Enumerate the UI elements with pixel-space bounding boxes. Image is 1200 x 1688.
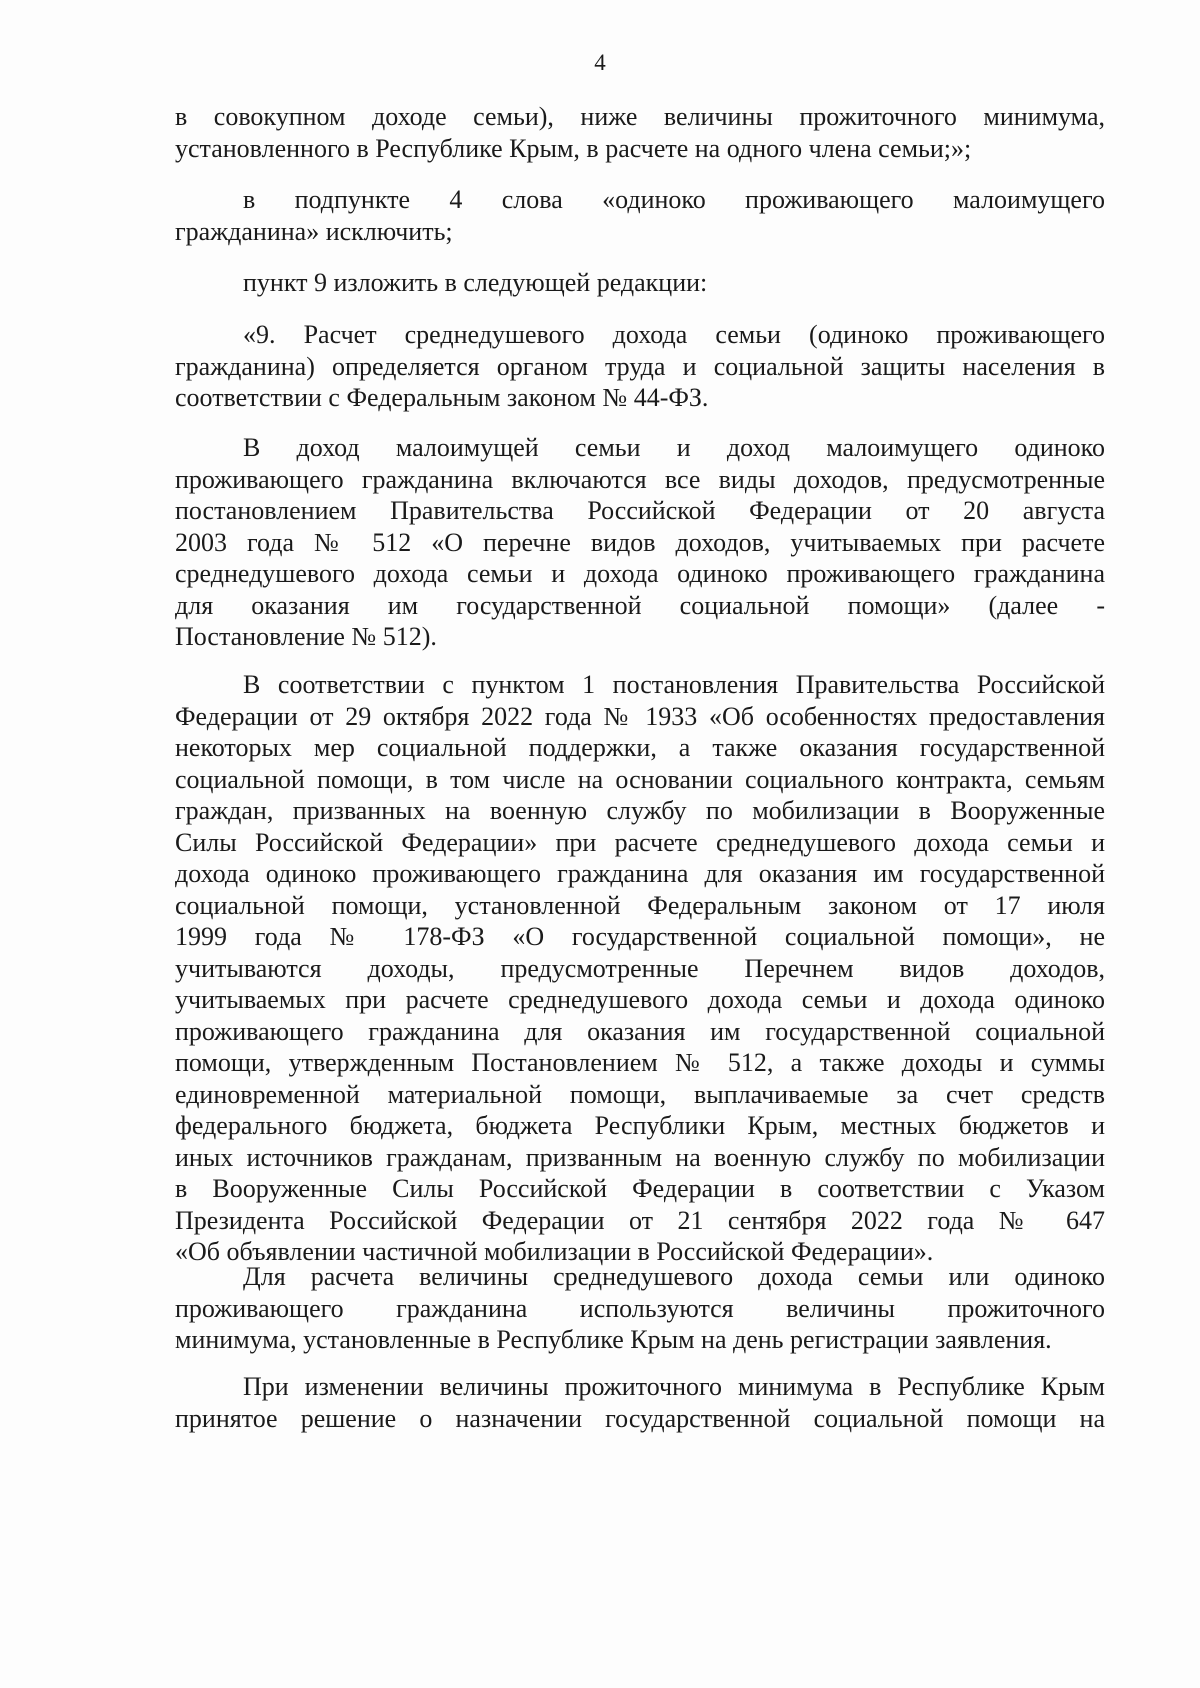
- text-line: среднедушевого дохода семьи и дохода одиноко проживающего гражданина: [175, 559, 1105, 588]
- text-line: дохода одиноко проживающего гражданина для оказания им государственной: [175, 859, 1105, 888]
- text-line: проживающего гражданина для оказания им государственной социальной: [175, 1016, 1105, 1046]
- text-line: для оказания им государственной социальной помощи» (далее -: [175, 590, 1105, 620]
- paragraph-1: [175, 101, 1105, 164]
- text-line: Президента Российской Федерации от 21 сентября 2022 года № 647: [175, 1205, 1105, 1235]
- text-line: пункт 9 изложить в следующей редакции:: [243, 268, 708, 297]
- text-line: помощи, утвержденным Постановлением № 512, а также доходы и суммы: [175, 1048, 1105, 1077]
- text-line: учитываются доходы, предусмотренные Перечнем видов доходов,: [175, 953, 1105, 983]
- text-line: в Вооруженные Силы Российской Федерации в соответствии с Указом: [175, 1174, 1105, 1203]
- text-line: некоторых мер социальной поддержки, а также оказания государственной: [175, 733, 1105, 762]
- page-number: 4: [594, 50, 606, 75]
- text-line: Федерации от 29 октября 2022 года № 1933 «Об особенностях предоставления: [175, 701, 1105, 731]
- paragraph-7: [175, 1261, 1105, 1356]
- paragraph-8: [175, 1371, 1105, 1434]
- text-line: гражданина) определяется органом труда и социальной защиты населения в: [175, 351, 1105, 381]
- text-line: постановлением Правительства Российской Федерации от 20 августа: [175, 496, 1105, 525]
- text-line: В соответствии с пунктом 1 постановления Правительства Российской: [243, 670, 1105, 699]
- paragraph-4: [175, 319, 1105, 414]
- text-line: проживающего гражданина используются величины прожиточного: [175, 1293, 1105, 1323]
- text-line: минимума, установленные в Республике Крым на день регистрации заявления.: [175, 1325, 1052, 1354]
- text-line: иных источников гражданам, призванным на военную службу по мобилизации: [175, 1142, 1105, 1172]
- text-line: «Об объявлении частичной мобилизации в Российской Федерации».: [175, 1237, 934, 1266]
- text-line: единовременной материальной помощи, выплачиваемые за счет средств: [175, 1079, 1105, 1109]
- paragraph-3: [175, 267, 1105, 299]
- paragraph-6: [175, 669, 1105, 1268]
- paragraph-2: [175, 184, 1105, 247]
- text-line: соответствии с Федеральным законом № 44-ФЗ.: [175, 383, 709, 412]
- text-line: федерального бюджета, бюджета Республики Крым, местных бюджетов и: [175, 1111, 1105, 1140]
- text-line: учитываемых при расчете среднедушевого дохода семьи и дохода одиноко: [175, 985, 1105, 1014]
- text-line: В доход малоимущей семьи и доход малоимущего одиноко: [243, 433, 1105, 462]
- text-line: принятое решение о назначении государственной социальной помощи на: [175, 1403, 1105, 1433]
- text-line: гражданина» исключить;: [175, 216, 453, 246]
- text-line: 1999 года № 178-ФЗ «О государственной социальной помощи», не: [175, 922, 1105, 951]
- text-line: установленного в Республике Крым, в расчете на одного члена семьи;»;: [175, 133, 972, 163]
- text-line: проживающего гражданина включаются все виды доходов, предусмотренные: [175, 464, 1105, 494]
- text-line: Постановление № 512).: [175, 622, 437, 651]
- text-line: Силы Российской Федерации» при расчете среднедушевого дохода семьи и: [175, 827, 1105, 857]
- text-line: 2003 года № 512 «О перечне видов доходов, учитываемых при расчете: [175, 527, 1105, 557]
- text-line: «9. Расчет среднедушевого дохода семьи (одиноко проживающего: [243, 320, 1105, 349]
- text-line: Для расчета величины среднедушевого дохода семьи или одиноко: [243, 1262, 1105, 1291]
- text-line: социальной помощи, в том числе на основании социального контракта, семьям: [175, 764, 1105, 794]
- paragraph-5: [175, 432, 1105, 653]
- text-line: в совокупном доходе семьи), ниже величины прожиточного минимума,: [175, 102, 1105, 131]
- text-line: в подпункте 4 слова «одиноко проживающего малоимущего: [243, 185, 1105, 214]
- text-line: граждан, призванных на военную службу по мобилизации в Вооруженные: [175, 796, 1105, 825]
- text-line: социальной помощи, установленной Федеральным законом от 17 июля: [175, 890, 1105, 920]
- text-line: При изменении величины прожиточного минимума в Республике Крым: [243, 1372, 1105, 1401]
